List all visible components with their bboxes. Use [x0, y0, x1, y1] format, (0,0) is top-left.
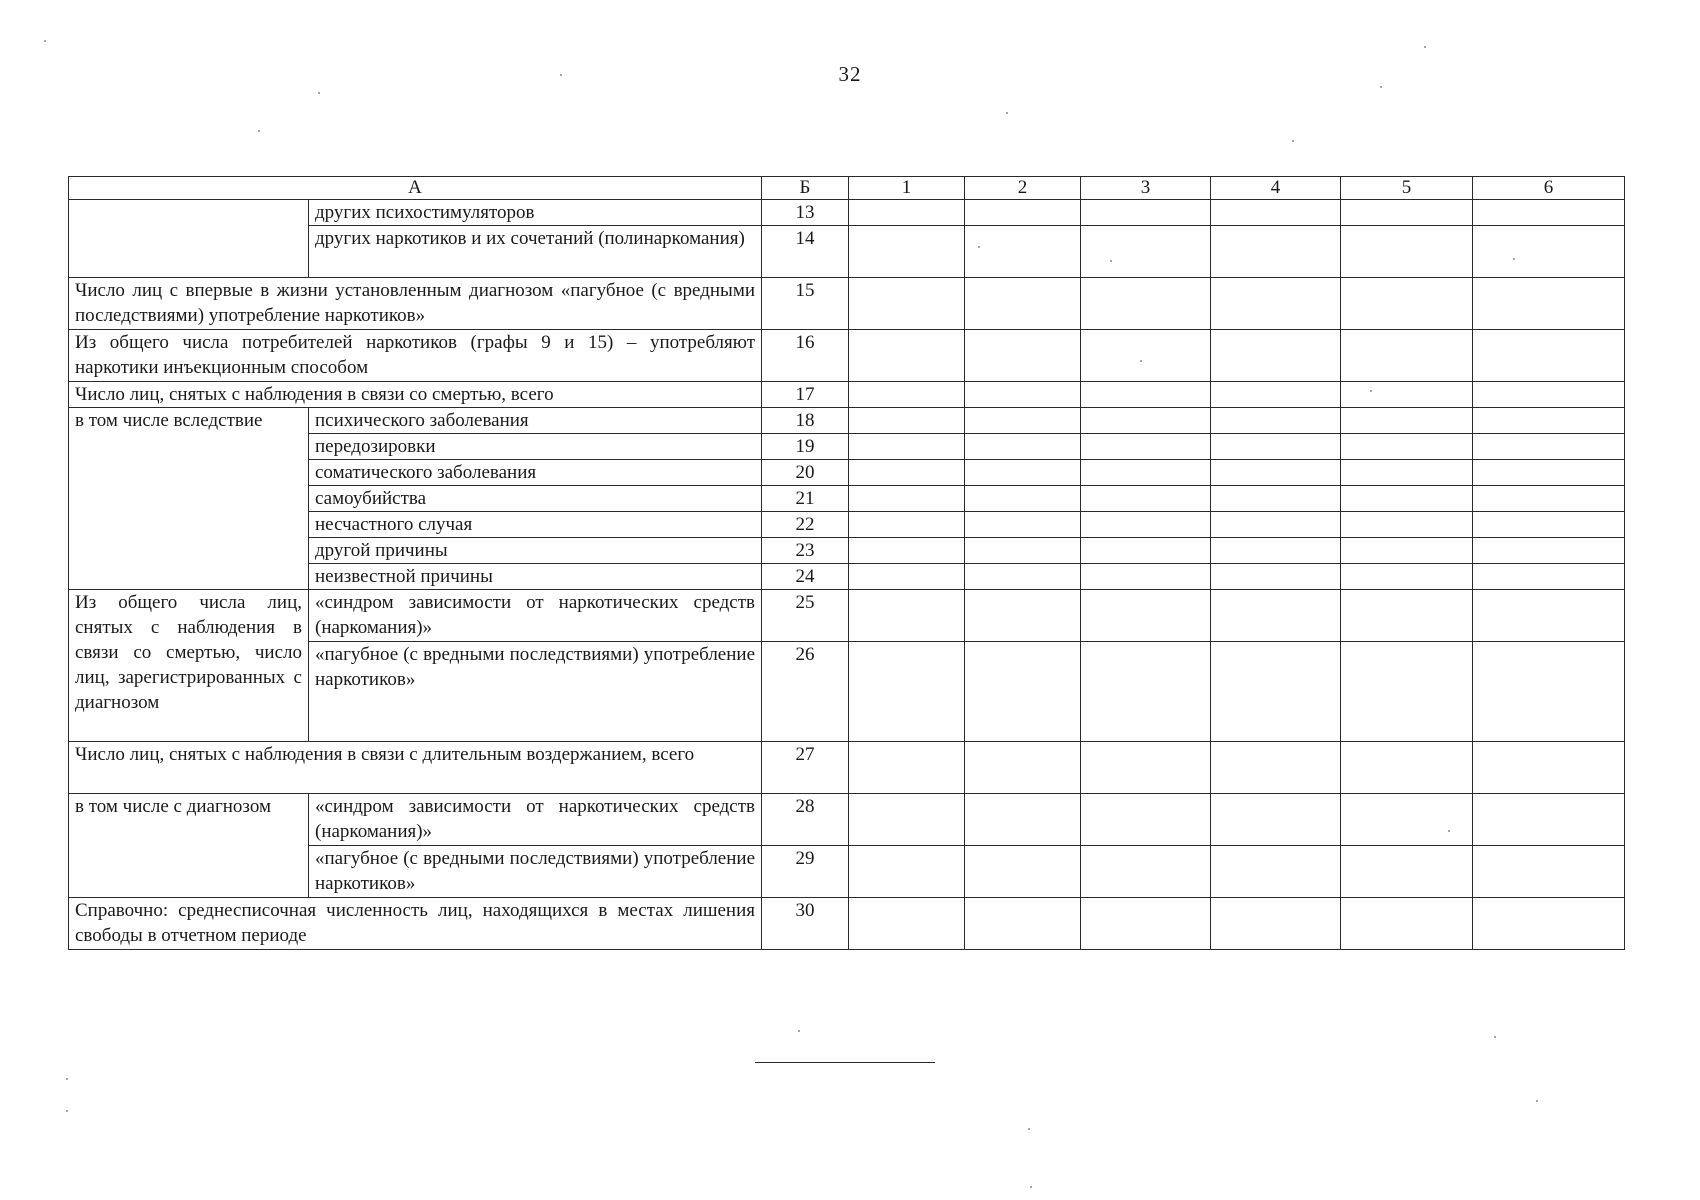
- data-cell[interactable]: [1473, 330, 1625, 382]
- data-cell[interactable]: [1211, 590, 1341, 642]
- data-cell[interactable]: [1341, 486, 1473, 512]
- data-cell[interactable]: [849, 538, 965, 564]
- scan-speck: [978, 246, 980, 248]
- data-cell[interactable]: [1473, 794, 1625, 846]
- data-cell[interactable]: [1473, 486, 1625, 512]
- data-cell[interactable]: [965, 460, 1081, 486]
- data-cell[interactable]: [1211, 382, 1341, 408]
- diag-group-label: Из общего числа лиц, снятых с наблюдения в связи со смертью, число лиц, зарегистрированных с диагнозом: [69, 590, 309, 742]
- data-cell[interactable]: [965, 486, 1081, 512]
- row-number: 26: [762, 642, 849, 742]
- column-header-b: Б: [762, 177, 849, 200]
- column-header-1: 1: [849, 177, 965, 200]
- data-cell[interactable]: [1211, 642, 1341, 742]
- data-cell[interactable]: [849, 742, 965, 794]
- row-number: 27: [762, 742, 849, 794]
- row-label: психического заболевания: [309, 408, 762, 434]
- data-cell[interactable]: [849, 408, 965, 434]
- scan-speck: [560, 74, 562, 76]
- data-cell[interactable]: [849, 382, 965, 408]
- column-header-5: 5: [1341, 177, 1473, 200]
- data-cell[interactable]: [1341, 200, 1473, 226]
- data-cell[interactable]: [1081, 538, 1211, 564]
- data-cell[interactable]: [1081, 382, 1211, 408]
- data-cell[interactable]: [1473, 200, 1625, 226]
- header-row: [69, 177, 1625, 200]
- data-cell[interactable]: [1473, 742, 1625, 794]
- data-cell[interactable]: [1341, 382, 1473, 408]
- row-number: 24: [762, 564, 849, 590]
- data-cell[interactable]: [1211, 742, 1341, 794]
- data-cell[interactable]: [1473, 590, 1625, 642]
- data-cell[interactable]: [1341, 794, 1473, 846]
- data-cell[interactable]: [849, 330, 965, 382]
- data-cell[interactable]: [849, 226, 965, 278]
- data-cell[interactable]: [1211, 278, 1341, 330]
- table-row: [69, 794, 1625, 846]
- table-row: [69, 330, 1625, 382]
- column-header-2: 2: [965, 177, 1081, 200]
- data-cell[interactable]: [1081, 460, 1211, 486]
- data-cell[interactable]: [965, 382, 1081, 408]
- data-cell[interactable]: [1211, 898, 1341, 950]
- row-number: 16: [762, 330, 849, 382]
- data-cell[interactable]: [849, 846, 965, 898]
- data-cell[interactable]: [1211, 486, 1341, 512]
- data-cell[interactable]: [1473, 382, 1625, 408]
- data-cell[interactable]: [849, 642, 965, 742]
- column-header-4: 4: [1211, 177, 1341, 200]
- data-cell[interactable]: [1081, 590, 1211, 642]
- row-number: 28: [762, 794, 849, 846]
- data-cell[interactable]: [1081, 226, 1211, 278]
- data-cell[interactable]: [1081, 846, 1211, 898]
- data-cell[interactable]: [1341, 460, 1473, 486]
- data-cell[interactable]: [1081, 898, 1211, 950]
- scan-speck: [1424, 46, 1426, 48]
- table-row: [69, 590, 1625, 642]
- data-cell[interactable]: [1473, 512, 1625, 538]
- row-number: 23: [762, 538, 849, 564]
- row-label: «пагубное (с вредными последствиями) употребление наркотиков»: [309, 846, 762, 898]
- row-label: передозировки: [309, 434, 762, 460]
- data-cell[interactable]: [965, 408, 1081, 434]
- scan-speck: [1140, 360, 1142, 362]
- row-label: Число лиц, снятых с наблюдения в связи с длительным воздержанием, всего: [69, 742, 762, 794]
- data-cell[interactable]: [1473, 408, 1625, 434]
- scan-speck: [66, 1078, 68, 1080]
- row-number: 17: [762, 382, 849, 408]
- column-header-6: 6: [1473, 177, 1625, 200]
- data-cell[interactable]: [1081, 486, 1211, 512]
- data-cell[interactable]: [849, 590, 965, 642]
- table-row: [69, 408, 1625, 434]
- data-cell[interactable]: [965, 742, 1081, 794]
- data-cell[interactable]: [1473, 642, 1625, 742]
- data-cell[interactable]: [1341, 564, 1473, 590]
- death-group-label: в том числе вследствие: [69, 408, 309, 590]
- data-cell[interactable]: [965, 278, 1081, 330]
- data-cell[interactable]: [965, 642, 1081, 742]
- row-label: Из общего числа потребителей наркотиков (графы 9 и 15) – употребляют наркотики инъекционным способом: [69, 330, 762, 382]
- data-cell[interactable]: [965, 846, 1081, 898]
- data-cell[interactable]: [1473, 460, 1625, 486]
- data-cell[interactable]: [1211, 460, 1341, 486]
- abstinence-group-label: в том числе с диагнозом: [69, 794, 309, 898]
- data-cell[interactable]: [965, 226, 1081, 278]
- data-cell[interactable]: [849, 794, 965, 846]
- scan-speck: [1494, 1036, 1496, 1038]
- data-cell[interactable]: [849, 460, 965, 486]
- data-cell[interactable]: [965, 564, 1081, 590]
- data-cell[interactable]: [965, 898, 1081, 950]
- data-cell[interactable]: [1341, 642, 1473, 742]
- row-number: 14: [762, 226, 849, 278]
- table-row: [69, 742, 1625, 794]
- row-number: 25: [762, 590, 849, 642]
- scan-speck: [1370, 390, 1372, 392]
- scan-speck: [1513, 258, 1515, 260]
- scan-speck: [1030, 1186, 1032, 1188]
- data-cell[interactable]: [1341, 408, 1473, 434]
- table-row: [69, 382, 1625, 408]
- data-cell[interactable]: [1211, 200, 1341, 226]
- scan-speck: [1292, 140, 1294, 142]
- row-number: 18: [762, 408, 849, 434]
- data-cell[interactable]: [1211, 794, 1341, 846]
- row-label: Число лиц, снятых с наблюдения в связи со смертью, всего: [69, 382, 762, 408]
- scan-speck: [258, 130, 260, 132]
- data-cell[interactable]: [965, 434, 1081, 460]
- data-cell[interactable]: [965, 200, 1081, 226]
- data-cell[interactable]: [1211, 434, 1341, 460]
- row-number: 20: [762, 460, 849, 486]
- data-cell[interactable]: [1211, 846, 1341, 898]
- data-cell[interactable]: [1211, 330, 1341, 382]
- data-cell[interactable]: [1341, 538, 1473, 564]
- data-cell[interactable]: [1211, 408, 1341, 434]
- table-row: [69, 278, 1625, 330]
- data-cell[interactable]: [1081, 642, 1211, 742]
- row-label: Число лиц с впервые в жизни установленным диагнозом «пагубное (с вредными последствиями) употребление наркотиков»: [69, 278, 762, 330]
- empty-group-cell: [69, 200, 309, 278]
- data-cell[interactable]: [965, 794, 1081, 846]
- scan-speck: [1448, 830, 1450, 832]
- row-label: «пагубное (с вредными последствиями) употребление наркотиков»: [309, 642, 762, 742]
- data-cell[interactable]: [849, 898, 965, 950]
- row-label: «синдром зависимости от наркотических средств (наркомания)»: [309, 794, 762, 846]
- data-cell[interactable]: [1473, 226, 1625, 278]
- row-label: «синдром зависимости от наркотических средств (наркомания)»: [309, 590, 762, 642]
- data-cell[interactable]: [1081, 564, 1211, 590]
- data-cell[interactable]: [1211, 512, 1341, 538]
- data-cell[interactable]: [1341, 898, 1473, 950]
- row-number: 30: [762, 898, 849, 950]
- data-cell[interactable]: [1081, 742, 1211, 794]
- data-cell[interactable]: [1081, 794, 1211, 846]
- data-cell[interactable]: [1341, 330, 1473, 382]
- data-cell[interactable]: [1081, 434, 1211, 460]
- data-cell[interactable]: [1341, 742, 1473, 794]
- data-cell[interactable]: [965, 330, 1081, 382]
- table-row: [69, 898, 1625, 950]
- page-number: 32: [838, 62, 862, 86]
- data-cell[interactable]: [1341, 590, 1473, 642]
- data-cell[interactable]: [849, 512, 965, 538]
- data-cell[interactable]: [849, 486, 965, 512]
- row-label: другой причины: [309, 538, 762, 564]
- row-number: 22: [762, 512, 849, 538]
- data-cell[interactable]: [1081, 512, 1211, 538]
- data-cell[interactable]: [1211, 226, 1341, 278]
- row-label: других психостимуляторов: [309, 200, 762, 226]
- statistics-form-table: [68, 176, 1625, 950]
- table-row: [69, 200, 1625, 226]
- row-number: 13: [762, 200, 849, 226]
- column-header-a: А: [69, 177, 762, 200]
- scan-speck: [1028, 1128, 1030, 1130]
- data-cell[interactable]: [1473, 898, 1625, 950]
- row-number: 21: [762, 486, 849, 512]
- data-cell[interactable]: [965, 512, 1081, 538]
- scan-speck: [1110, 260, 1112, 262]
- scan-speck: [318, 92, 320, 94]
- data-cell[interactable]: [1341, 434, 1473, 460]
- data-cell[interactable]: [965, 538, 1081, 564]
- row-label: Справочно: среднесписочная численность лиц, находящихся в местах лишения свободы в отчетном периоде: [69, 898, 762, 950]
- data-cell[interactable]: [1081, 408, 1211, 434]
- scan-speck: [798, 1030, 800, 1032]
- data-cell[interactable]: [1081, 330, 1211, 382]
- row-label: соматического заболевания: [309, 460, 762, 486]
- data-cell[interactable]: [1341, 512, 1473, 538]
- scan-speck: [44, 40, 46, 42]
- data-cell[interactable]: [849, 564, 965, 590]
- scan-speck: [66, 1110, 68, 1112]
- scan-speck: [1536, 1100, 1538, 1102]
- data-cell[interactable]: [1473, 278, 1625, 330]
- column-header-3: 3: [1081, 177, 1211, 200]
- data-cell[interactable]: [849, 200, 965, 226]
- data-cell[interactable]: [1211, 564, 1341, 590]
- data-cell[interactable]: [1081, 200, 1211, 226]
- data-cell[interactable]: [849, 434, 965, 460]
- data-cell[interactable]: [1081, 278, 1211, 330]
- data-cell[interactable]: [1341, 278, 1473, 330]
- data-cell[interactable]: [1473, 538, 1625, 564]
- row-label: несчастного случая: [309, 512, 762, 538]
- data-cell[interactable]: [1341, 846, 1473, 898]
- footer-rule: [755, 1062, 935, 1063]
- data-cell[interactable]: [1211, 538, 1341, 564]
- scan-speck: [1380, 86, 1382, 88]
- data-cell[interactable]: [849, 278, 965, 330]
- row-number: 19: [762, 434, 849, 460]
- scan-speck: [1006, 112, 1008, 114]
- data-cell[interactable]: [1473, 846, 1625, 898]
- row-label: неизвестной причины: [309, 564, 762, 590]
- data-cell[interactable]: [965, 590, 1081, 642]
- row-number: 15: [762, 278, 849, 330]
- row-number: 29: [762, 846, 849, 898]
- data-cell[interactable]: [1341, 226, 1473, 278]
- data-cell[interactable]: [1473, 564, 1625, 590]
- row-label: самоубийства: [309, 486, 762, 512]
- data-cell[interactable]: [1473, 434, 1625, 460]
- row-label: других наркотиков и их сочетаний (полинаркомания): [309, 226, 762, 278]
